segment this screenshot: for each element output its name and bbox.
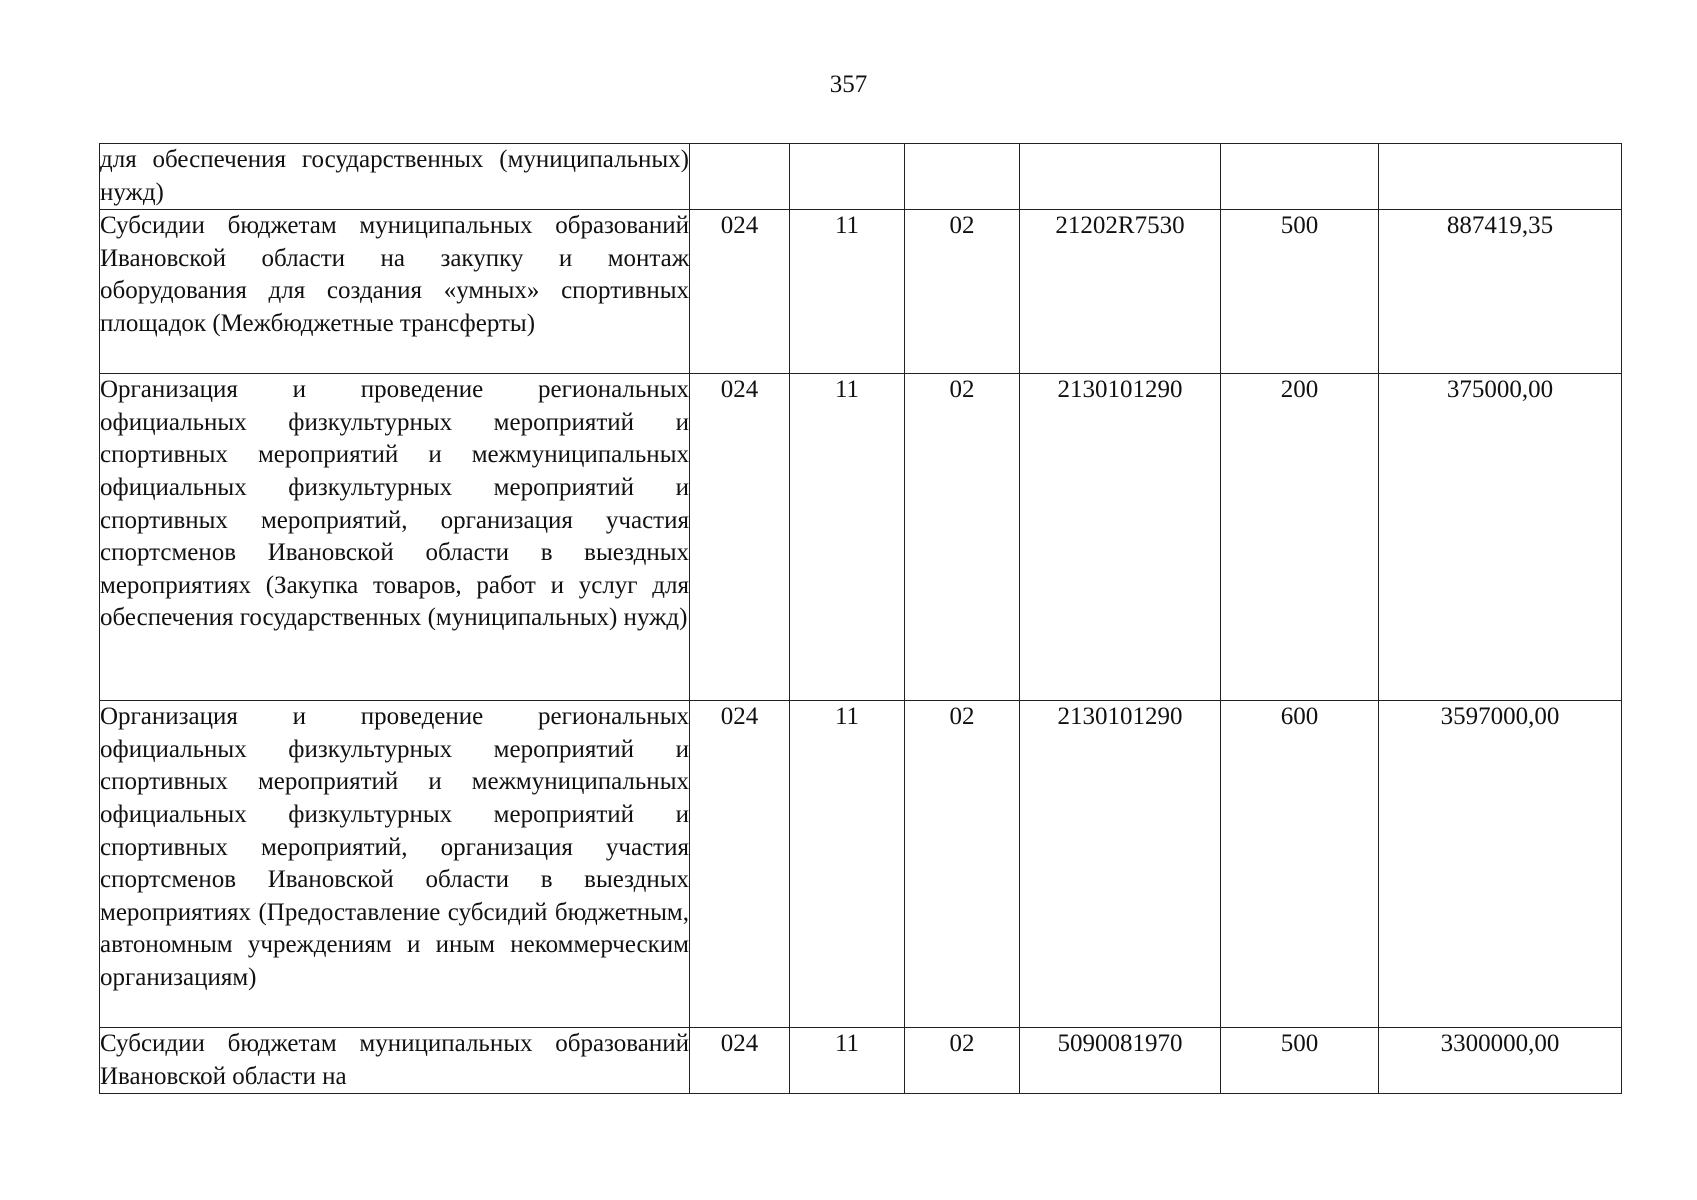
target-article: 2130101290 <box>1020 701 1221 1028</box>
table-row <box>100 1028 1622 1094</box>
ministry-code: 024 <box>690 701 790 1028</box>
section-code: 11 <box>790 1028 905 1094</box>
section-code <box>790 144 905 210</box>
section-code: 11 <box>790 374 905 701</box>
section-code: 11 <box>790 701 905 1028</box>
expense-type: 600 <box>1221 701 1379 1028</box>
row-description: Организация и проведение региональных официальных физкультурных мероприятий и спортивных мероприятий и межмуниципальных официальных физкультурных мероприятий и спортивных мероприятий, организация участия спортсменов Ивановской области в выездных мероприятиях (Предоставление субсидий бюджетным, автономным учреждениям и иным некоммерческим организациям) <box>100 701 690 1028</box>
subsection-code <box>905 144 1020 210</box>
row-description: Организация и проведение региональных официальных физкультурных мероприятий и спортивных мероприятий и межмуниципальных официальных физкультурных мероприятий и спортивных мероприятий, организация участия спортсменов Ивановской области в выездных мероприятиях (Закупка товаров, работ и услуг для обеспечения государственных (муниципальных) нужд) <box>100 374 690 701</box>
target-article: 5090081970 <box>1020 1028 1221 1094</box>
expense-type: 500 <box>1221 1028 1379 1094</box>
target-article: 21202R7530 <box>1020 210 1221 374</box>
target-article <box>1020 144 1221 210</box>
subsection-code: 02 <box>905 210 1020 374</box>
section-code: 11 <box>790 210 905 374</box>
ministry-code: 024 <box>690 374 790 701</box>
page-number: 357 <box>829 71 868 98</box>
expense-type <box>1221 144 1379 210</box>
subsection-code: 02 <box>905 701 1020 1028</box>
table-row <box>100 144 1622 210</box>
amount: 887419,35 <box>1379 210 1622 374</box>
amount: 375000,00 <box>1379 374 1622 701</box>
target-article: 2130101290 <box>1020 374 1221 701</box>
row-description: Субсидии бюджетам муниципальных образований Ивановской области на закупку и монтаж оборудования для создания «умных» спортивных площадок (Межбюджетные трансферты) <box>100 210 690 374</box>
amount: 3300000,00 <box>1379 1028 1622 1094</box>
budget-table <box>99 143 1622 1094</box>
expense-type: 500 <box>1221 210 1379 374</box>
amount <box>1379 144 1622 210</box>
row-description: для обеспечения государственных (муниципальных) нужд) <box>100 144 690 210</box>
table-row <box>100 701 1622 1028</box>
ministry-code: 024 <box>690 210 790 374</box>
table-row <box>100 210 1622 374</box>
row-description: Субсидии бюджетам муниципальных образований Ивановской области на <box>100 1028 690 1094</box>
amount: 3597000,00 <box>1379 701 1622 1028</box>
expense-type: 200 <box>1221 374 1379 701</box>
ministry-code <box>690 144 790 210</box>
subsection-code: 02 <box>905 1028 1020 1094</box>
subsection-code: 02 <box>905 374 1020 701</box>
ministry-code: 024 <box>690 1028 790 1094</box>
table-row <box>100 374 1622 701</box>
